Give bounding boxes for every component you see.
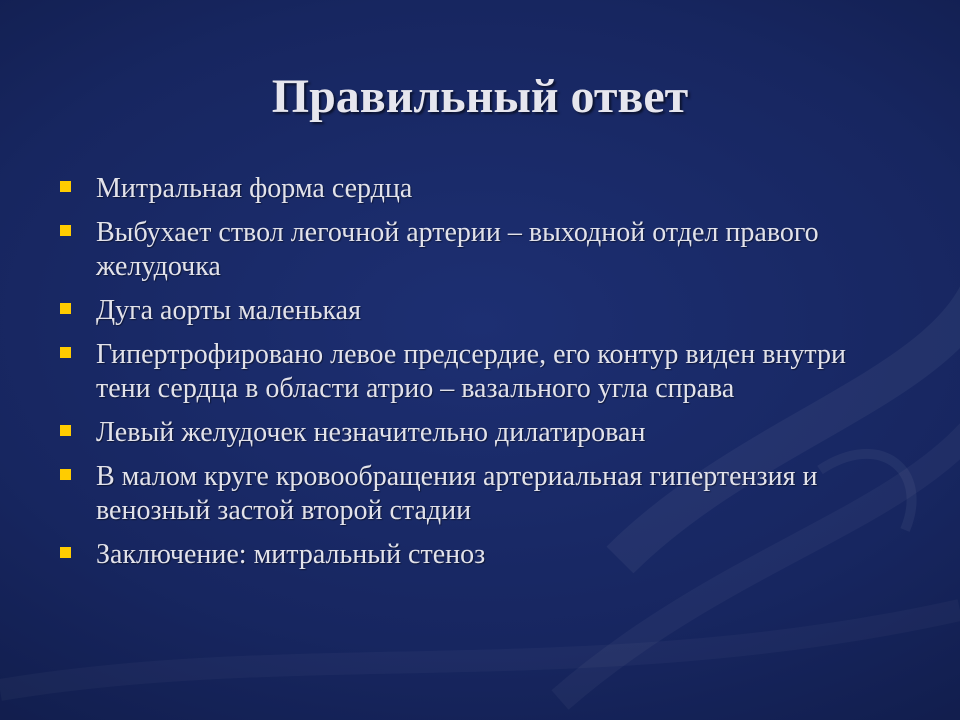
bullet-text: Выбухает ствол легочной артерии – выходной отдел правого желудочка — [96, 217, 819, 282]
square-bullet-icon — [60, 181, 71, 192]
list-item — [60, 172, 850, 206]
bullet-text: Заключение: митральный стеноз — [96, 539, 486, 570]
square-bullet-icon — [60, 469, 71, 480]
list-item — [60, 216, 850, 284]
square-bullet-icon — [60, 303, 71, 314]
bullet-text: Гипертрофировано левое предсердие, его контур виден внутри тени сердца в области атрио – вазального угла справа — [96, 339, 846, 404]
list-item — [60, 416, 850, 450]
bullet-text: В малом круге кровообращения артериальная гипертензия и венозный застой второй стадии — [96, 461, 818, 526]
list-item — [60, 338, 850, 406]
list-item — [60, 294, 850, 328]
square-bullet-icon — [60, 547, 71, 558]
slide-title: Правильный ответ — [271, 70, 689, 123]
bullet-text: Дуга аорты маленькая — [96, 295, 361, 326]
square-bullet-icon — [60, 425, 71, 436]
bullet-text: Митральная форма сердца — [96, 173, 413, 204]
list-item — [60, 460, 850, 528]
square-bullet-icon — [60, 225, 71, 236]
list-item — [60, 538, 850, 572]
square-bullet-icon — [60, 347, 71, 358]
bullet-list — [60, 172, 850, 582]
bullet-text: Левый желудочек незначительно дилатирован — [96, 417, 646, 448]
